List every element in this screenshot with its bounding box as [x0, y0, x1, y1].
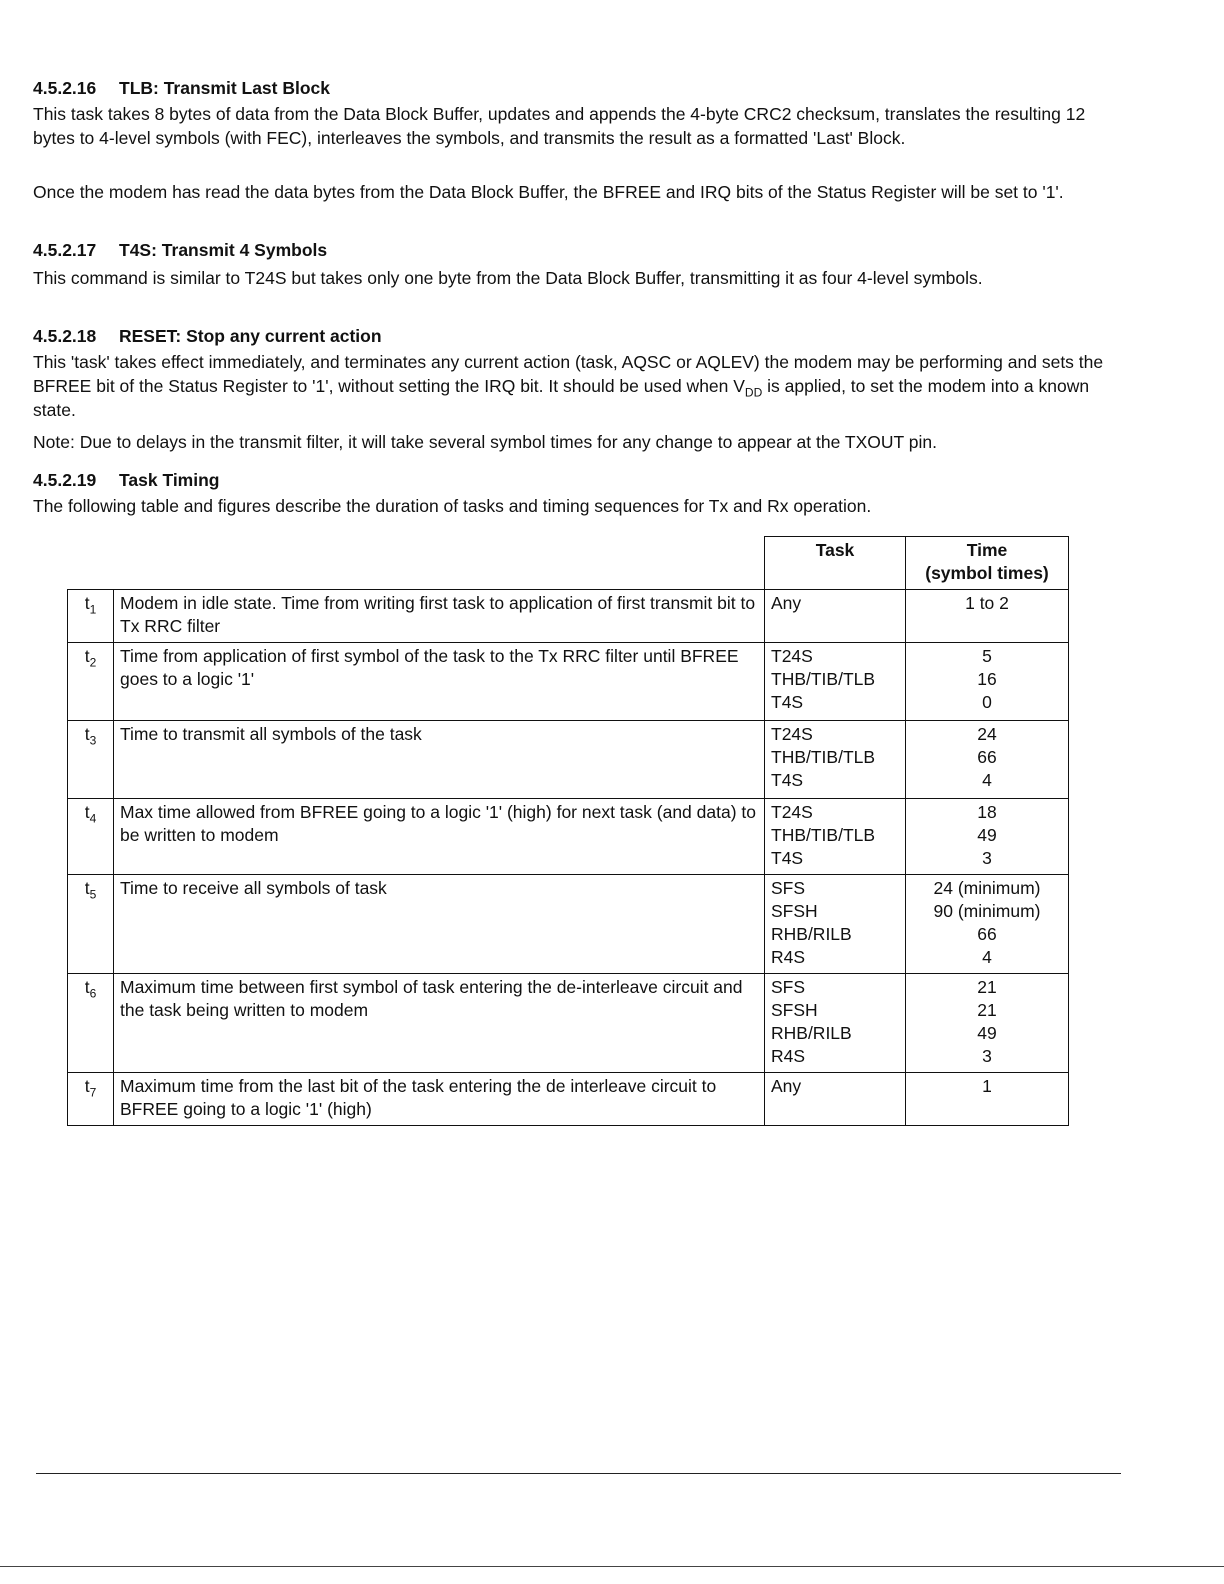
task-name: RHB/RILB [771, 1023, 852, 1043]
timing-description: Time to transmit all symbols of the task [114, 721, 765, 799]
table-row [68, 974, 1069, 1073]
task-name: Any [771, 1076, 802, 1096]
timing-description: Max time allowed from BFREE going to a logic '1' (high) for next task (and data) to be written to modem [114, 799, 765, 875]
section-4-5-2-16-paragraph-1: This task takes 8 bytes of data from the Data Block Buffer, updates and appends the 4-byte CRC2 checksum, translates the resulting 12 bytes to 4-level symbols (with FEC), interleaves the symbols, and transmits the result as a formatted 'Last' Block. [33, 104, 1086, 148]
timing-description: Time to receive all symbols of task [114, 875, 765, 974]
table-header-row [68, 537, 1069, 590]
timing-symbol: $t_6$ [68, 974, 114, 1073]
task-name: T4S [771, 692, 804, 712]
timing-description: Modem in idle state. Time from writing first task to application of first transmit bit to Tx RRC filter [114, 590, 765, 643]
time-value: 3 [982, 848, 992, 868]
task-name: SFS [771, 977, 806, 997]
task-name: SFSH [771, 1000, 818, 1020]
task-names [765, 875, 906, 974]
time-value: 49 [977, 1023, 997, 1043]
task-names [765, 643, 906, 721]
task-name: T4S [771, 848, 804, 868]
task-names [765, 974, 906, 1073]
time-value: 4 [982, 947, 992, 967]
timing-symbol: $t_1$ [68, 590, 114, 643]
table-row [68, 643, 1069, 721]
task-name: Any [771, 593, 802, 613]
task-name: T24S [771, 646, 813, 666]
time-value: 4 [982, 770, 992, 790]
section-heading-4-5-2-18: 4.5.2.18 RESET: Stop any current action [33, 326, 382, 346]
task-name: THB/TIB/TLB [771, 669, 876, 689]
table-row [68, 1073, 1069, 1126]
task-name: T4S [771, 770, 804, 790]
page-bottom-rule [0, 1566, 1224, 1567]
section-heading-4-5-2-19: 4.5.2.19 Task Timing [33, 470, 220, 490]
time-value: 66 [977, 747, 997, 767]
timing-symbol: $t_3$ [68, 721, 114, 799]
task-name: SFS [771, 878, 806, 898]
timing-symbol: $t_7$ [68, 1073, 114, 1126]
time-value: 24 (minimum) [933, 878, 1041, 898]
task-timing-table [67, 536, 1069, 1126]
table-row [68, 590, 1069, 643]
timing-symbol: $t_5$ [68, 875, 114, 974]
time-values [906, 875, 1069, 974]
section-heading-4-5-2-16: 4.5.2.16 TLB: Transmit Last Block [33, 78, 331, 98]
section-4-5-2-18-note: Note: Due to delays in the transmit filter, it will take several symbol times for any change to appear at the TXOUT pin. [33, 432, 937, 452]
time-values [906, 1073, 1069, 1126]
time-value: 16 [977, 669, 997, 689]
blank-cell [68, 537, 114, 590]
section-4-5-2-19-paragraph: The following table and figures describe the duration of tasks and timing sequences for Tx and Rx operation. [33, 496, 872, 516]
timing-description: Maximum time between first symbol of task entering the de-interleave circuit and the task being written to modem [114, 974, 765, 1073]
task-names [765, 721, 906, 799]
blank-cell [114, 537, 765, 590]
time-value: 66 [977, 924, 997, 944]
time-values [906, 721, 1069, 799]
header-time: Time (symbol times) [906, 537, 1069, 590]
time-value: 21 [977, 977, 997, 997]
time-values [906, 974, 1069, 1073]
task-name: THB/TIB/TLB [771, 747, 876, 767]
table-row [68, 721, 1069, 799]
timing-symbol: $t_4$ [68, 799, 114, 875]
section-heading-4-5-2-17: 4.5.2.17 T4S: Transmit 4 Symbols [33, 240, 328, 260]
task-name: RHB/RILB [771, 924, 852, 944]
task-name: R4S [771, 1046, 806, 1066]
time-value: 5 [982, 646, 992, 666]
time-value: 90 (minimum) [933, 901, 1041, 921]
timing-description: Maximum time from the last bit of the task entering the de interleave circuit to BFREE going to a logic '1' (high) [114, 1073, 765, 1126]
section-4-5-2-16-paragraph-2: Once the modem has read the data bytes from the Data Block Buffer, the BFREE and IRQ bits of the Status Register will be set to '1'. [33, 182, 1064, 202]
time-value: 1 [982, 1076, 992, 1096]
header-task: Task [765, 537, 906, 590]
time-value: 0 [982, 692, 992, 712]
task-names [765, 590, 906, 643]
time-values [906, 799, 1069, 875]
time-value: 3 [982, 1046, 992, 1066]
section-4-5-2-17-paragraph: This command is similar to T24S but takes only one byte from the Data Block Buffer, transmitting it as four 4-level symbols. [33, 268, 983, 288]
task-name: T24S [771, 802, 813, 822]
time-values [906, 590, 1069, 643]
time-value: 1 to 2 [965, 593, 1009, 613]
table-row [68, 875, 1069, 974]
task-name: SFSH [771, 901, 818, 921]
task-name: T24S [771, 724, 813, 744]
footer-rule [36, 1473, 1121, 1474]
task-names [765, 799, 906, 875]
time-value: 18 [977, 802, 997, 822]
task-names [765, 1073, 906, 1126]
time-values [906, 643, 1069, 721]
time-value: 49 [977, 825, 997, 845]
section-4-5-2-18-paragraph: This 'task' takes effect immediately, and terminates any current action (task, AQSC or AQLEV) the modem may be performing and sets the BFREE bit of the Status Register to '1', without setting the IRQ bit. It should be used when $V_{DD}$ is applied, to set the modem into a known state. [33, 352, 1104, 420]
table-row [68, 799, 1069, 875]
timing-description: Time from application of first symbol of the task to the Tx RRC filter until BFREE goes to a logic '1' [114, 643, 765, 721]
time-value: 21 [977, 1000, 997, 1020]
timing-symbol: $t_2$ [68, 643, 114, 721]
task-name: THB/TIB/TLB [771, 825, 876, 845]
time-value: 24 [977, 724, 997, 744]
task-name: R4S [771, 947, 806, 967]
